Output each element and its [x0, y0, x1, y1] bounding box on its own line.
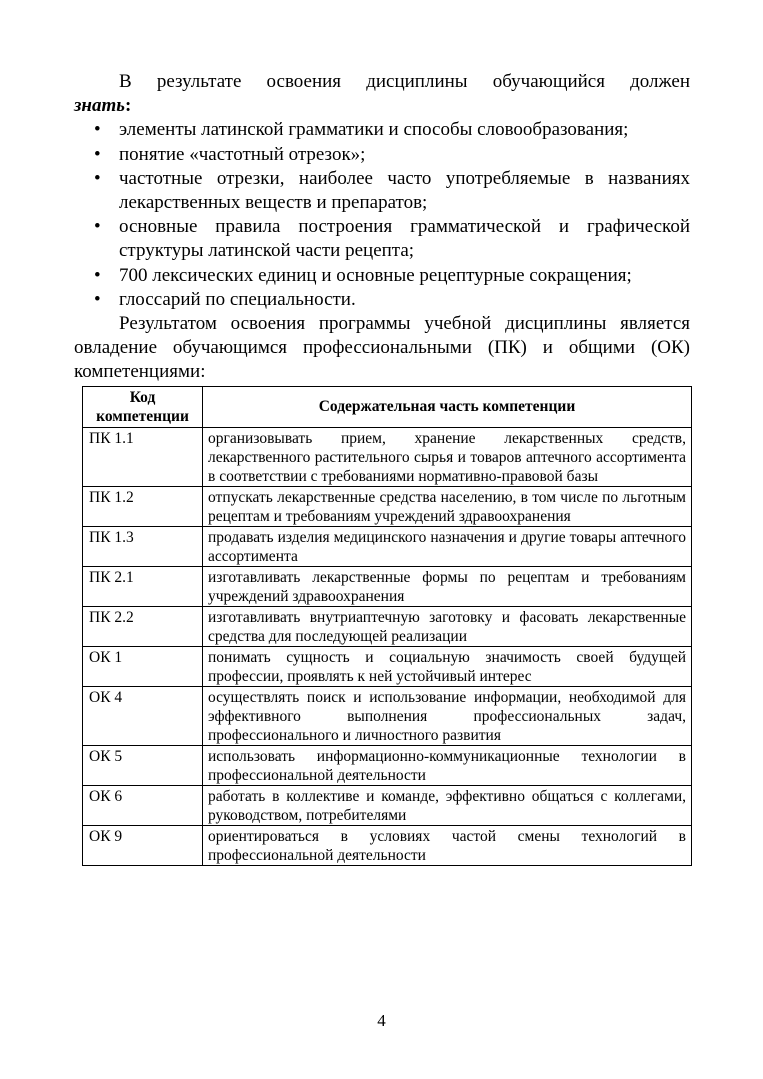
competence-code: ПК 2.2	[83, 606, 203, 646]
list-item: • элементы латинской грамматики и способы словообразования;	[74, 118, 690, 142]
competence-code: ОК 4	[83, 686, 203, 745]
bullet-icon: •	[94, 143, 101, 165]
competence-description: продавать изделия медицинского назначения и другие товары аптечного ассортимента	[203, 526, 692, 566]
know-label-line	[74, 94, 690, 118]
competence-description: отпускать лекарственные средства населению, в том числе по льготным рецептам и требованиям учреждений здравоохранения	[203, 486, 692, 526]
table-header-row	[83, 386, 692, 427]
intro-sentence: В результате освоения дисциплины обучающийся должен	[119, 71, 690, 92]
competence-code: ПК 1.1	[83, 427, 203, 486]
know-emphasis: знать	[74, 95, 125, 117]
bullet-icon: •	[94, 288, 101, 310]
table-row	[83, 825, 692, 865]
know-colon: :	[124, 95, 132, 117]
list-item: • понятие «частотный отрезок»;	[74, 143, 690, 167]
competence-code: ПК 1.3	[83, 526, 203, 566]
competence-description: изготавливать лекарственные формы по рецептам и требованиям учреждений здравоохранения	[203, 566, 692, 606]
page-number: 4	[377, 1011, 386, 1030]
competence-code: ОК 9	[83, 825, 203, 865]
table-row	[83, 606, 692, 646]
competence-description: использовать информационно-коммуникационные технологии в профессиональной деятельности	[203, 745, 692, 785]
competence-description: изготавливать внутриаптечную заготовку и фасовать лекарственные средства для последующей реализации	[203, 606, 692, 646]
table-row	[83, 486, 692, 526]
list-item: • 700 лексических единиц и основные рецептурные сокращения;	[74, 264, 690, 288]
competence-description: осуществлять поиск и использование информации, необходимой для эффективного выполнения профессиональных задач, профессионального и личностного развития	[203, 686, 692, 745]
document-page	[74, 70, 690, 866]
table-row	[83, 526, 692, 566]
competence-description: организовывать прием, хранение лекарственных средств, лекарственного растительного сырья и товаров аптечного ассортимента в соответствии с требованиями нормативно-правовой базы	[203, 427, 692, 486]
competence-table	[82, 386, 692, 866]
competence-description: ориентироваться в условиях частой смены технологий в профессиональной деятельности	[203, 825, 692, 865]
result-paragraph: Результатом освоения программы учебной дисциплины является овладение обучающимся профессиональными (ПК) и общими (ОК) компетенциями:	[74, 313, 690, 383]
competence-code: ПК 1.2	[83, 486, 203, 526]
bullet-icon: •	[94, 119, 101, 141]
header-code: Код компетенции	[83, 386, 203, 427]
intro-paragraph	[74, 70, 690, 94]
bullet-icon: •	[94, 216, 101, 238]
competence-code: ОК 6	[83, 785, 203, 825]
competence-code: ОК 1	[83, 646, 203, 686]
list-item: • основные правила построения грамматической и графической структуры латинской части рецепта;	[94, 216, 690, 262]
list-item: • частотные отрезки, наиболее часто употребляемые в названиях лекарственных веществ и препаратов;	[94, 167, 690, 214]
table-row	[83, 686, 692, 745]
competence-code: ОК 5	[83, 745, 203, 785]
header-description: Содержательная часть компетенции	[203, 386, 692, 427]
know-list	[74, 118, 690, 312]
list-item: • глоссарий по специальности.	[74, 288, 690, 312]
table-row	[83, 646, 692, 686]
table-row	[83, 427, 692, 486]
competence-code: ПК 2.1	[83, 566, 203, 606]
bullet-icon: •	[94, 264, 101, 286]
table-row	[83, 566, 692, 606]
competence-description: работать в коллективе и команде, эффективно общаться с коллегами, руководством, потребителями	[203, 785, 692, 825]
table-row	[83, 785, 692, 825]
competence-description: понимать сущность и социальную значимость своей будущей профессии, проявлять к ней устойчивый интерес	[203, 646, 692, 686]
bullet-icon: •	[94, 167, 101, 189]
table-row	[83, 745, 692, 785]
